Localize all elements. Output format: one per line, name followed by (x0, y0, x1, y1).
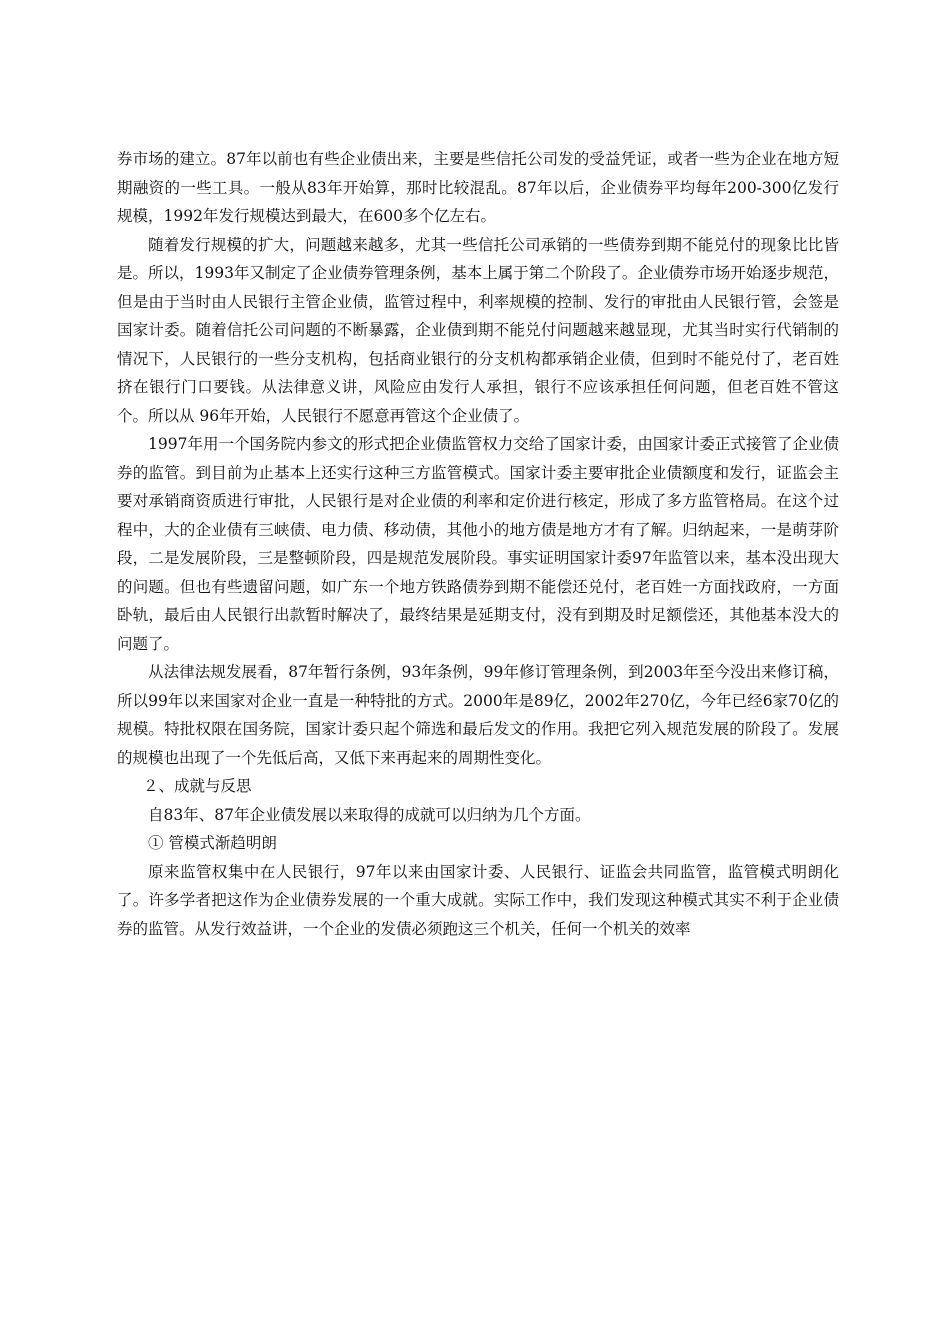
paragraph-second-stage: 随着发行规模的扩大，问题越来越多，尤其一些信托公司承销的一些债券到期不能兑付的现象比比皆是。所以，1993年又制定了企业债券管理条例，基本上属于第二个阶段了。企业债券市场开始逐步规范，但是由于当时由人民银行主管企业债，监管过程中，利率规模的控制、发行的审批由人民银行管，会签是国家计委。随着信托公司问题的不断暴露，企业债到期不能兑付问题越来越显现，尤其当时实行代销制的情况下，人民银行的一些分支机构，包括商业银行的分支机构都承销企业债，但到时不能兑付了，老百姓挤在银行门口要钱。从法律意义讲，风险应由发行人承担，银行不应该承担任何问题，但老百姓不管这个。所以从 96年开始，人民银行不愿意再管这个企业债了。 (117, 235, 839, 425)
paragraph-bond-market-origin: 券市场的建立。87年以前也有些企业债出来，主要是些信托公司发的受益凭证，或者一些为企业在地方短期融资的一些工具。一般从83年开始算，那时比较混乱。87年以后，企业债券平均每年200-300亿发行规模，1992年发行规模达到最大，在600多个亿左右。 (117, 150, 839, 225)
section-intro: 自83年、87年企业债发展以来取得的成就可以归纳为几个方面。 (148, 805, 591, 824)
paragraph-three-party-supervision: 1997年用一个国务院内参文的形式把企业债监管权力交给了国家计委，由国家计委正式接管了企业债券的监管。到目前为止基本上还实行这种三方监管模式。国家计委主要审批企业债额度和发行，证监会主要对承销商资质进行审批，人民银行是对企业债的利率和定价进行核定，形成了多方监管格局。在这个过程中，大的企业债有三峡债、电力债、移动债，其他小的地方债是地方才有了解。归纳起来，一是萌芽阶段，二是发展阶段，三是整顿阶段，四是规范发展阶段。事实证明国家计委97年监管以来，基本没出现大的问题。但也有些遗留问题，如广东一个地方铁路债券到期不能偿还兑付，老百姓一方面找政府，一方面卧轨，最后由人民银行出款暂时解决了，最终结果是延期支付，没有到期及时足额偿还，其他基本没大的问题了。 (117, 435, 839, 653)
document-page (117, 145, 839, 943)
paragraph-supervision-model: 原来监管权集中在人民银行，97年以来由国家计委、人民银行、证监会共同监管，监管模式明朗化了。许多学者把这作为企业债券发展的一个重大成就。实际工作中，我们发现这种模式其实不利于企业债券的监管。从发行效益讲，一个企业的发债必须跑这三个机关，任何一个机关的效率 (117, 862, 839, 938)
subheading-supervision-model: ① 管模式渐趋明朗 (148, 834, 277, 852)
paragraph-legal-development: 从法律法规发展看，87年暂行条例，93年条例，99年修订管理条例，到2003年至今没出来修订稿，所以99年以来国家对企业一直是一种特批的方式。2000年是89亿，2002年270亿，今年已经6家70亿的规模。特批权限在国务院，国家计委只起个筛选和最后发文的作用。我把它列入规范发展的阶段了。发展的规模也出现了一个先低后高，又低下来再起来的周期性变化。 (117, 663, 839, 767)
section-heading: ２、成就与反思 (143, 777, 252, 795)
